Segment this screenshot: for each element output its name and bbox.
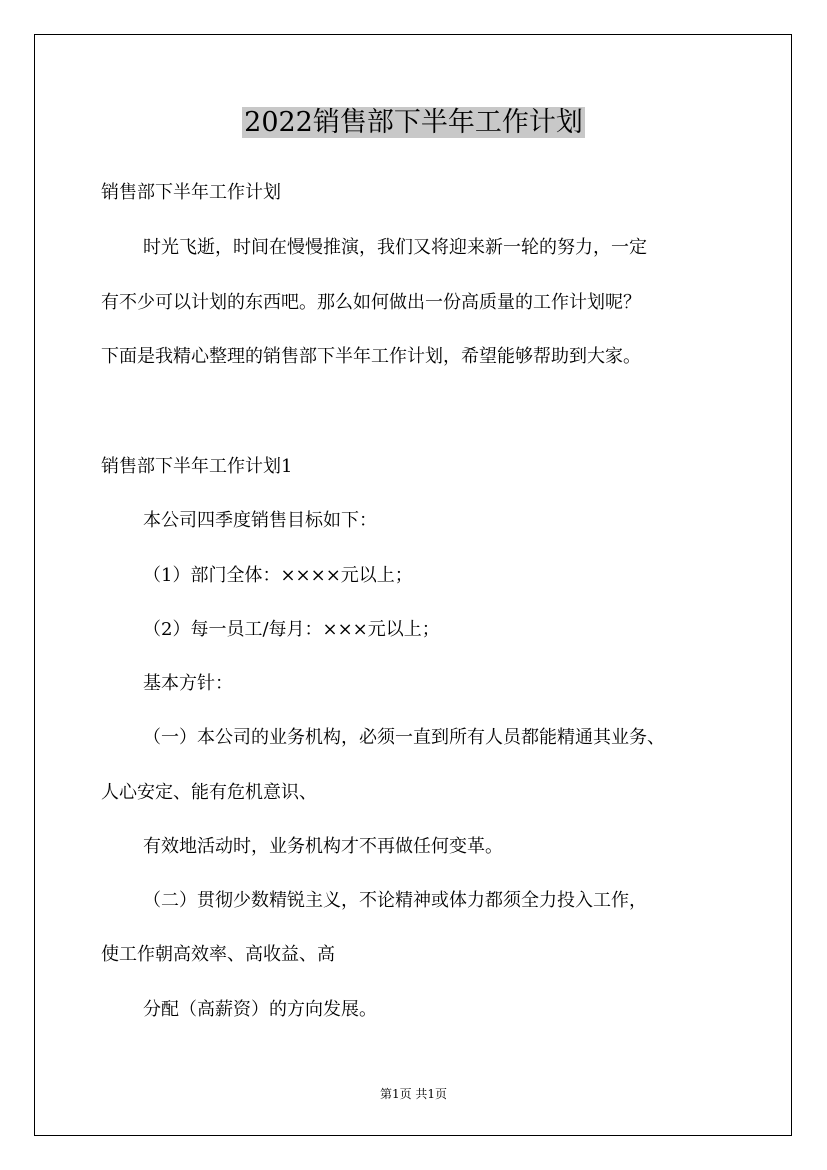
document-title-text: 2022销售部下半年工作计划: [244, 107, 583, 138]
intro-line-2: 有不少可以计划的东西吧。那么如何做出一份高质量的工作计划呢？: [101, 292, 641, 313]
goal-item-2: （2）每一员工/每月：×××元以上；: [143, 619, 440, 640]
policy-2-line-2: 使工作朝高效率、高收益、高: [101, 944, 335, 965]
policy-1-line-2: 人心安定、能有危机意识、: [101, 782, 317, 803]
goals-intro: 本公司四季度销售目标如下：: [143, 510, 377, 531]
document-title: [0, 103, 827, 143]
section-heading: 销售部下半年工作计划1: [101, 456, 293, 477]
policy-2-line-1: （二）贯彻少数精锐主义，不论精神或体力都须全力投入工作，: [143, 890, 647, 911]
document-subtitle: 销售部下半年工作计划: [101, 182, 281, 203]
policy-1-line-1: （一）本公司的业务机构，必须一直到所有人员都能精通其业务、: [143, 727, 665, 748]
policy-heading: 基本方针：: [143, 673, 233, 694]
goal-item-1: （1）部门全体：××××元以上；: [143, 565, 413, 586]
policy-2-line-3: 分配（高薪资）的方向发展。: [143, 999, 377, 1020]
policy-1-line-3: 有效地活动时，业务机构才不再做任何变革。: [143, 836, 503, 857]
intro-line-1: 时光飞逝，时间在慢慢推演，我们又将迎来新一轮的努力，一定: [143, 237, 647, 258]
page-footer: 第1页 共1页: [379, 1087, 448, 1101]
intro-line-3: 下面是我精心整理的销售部下半年工作计划，希望能够帮助到大家。: [101, 346, 641, 367]
